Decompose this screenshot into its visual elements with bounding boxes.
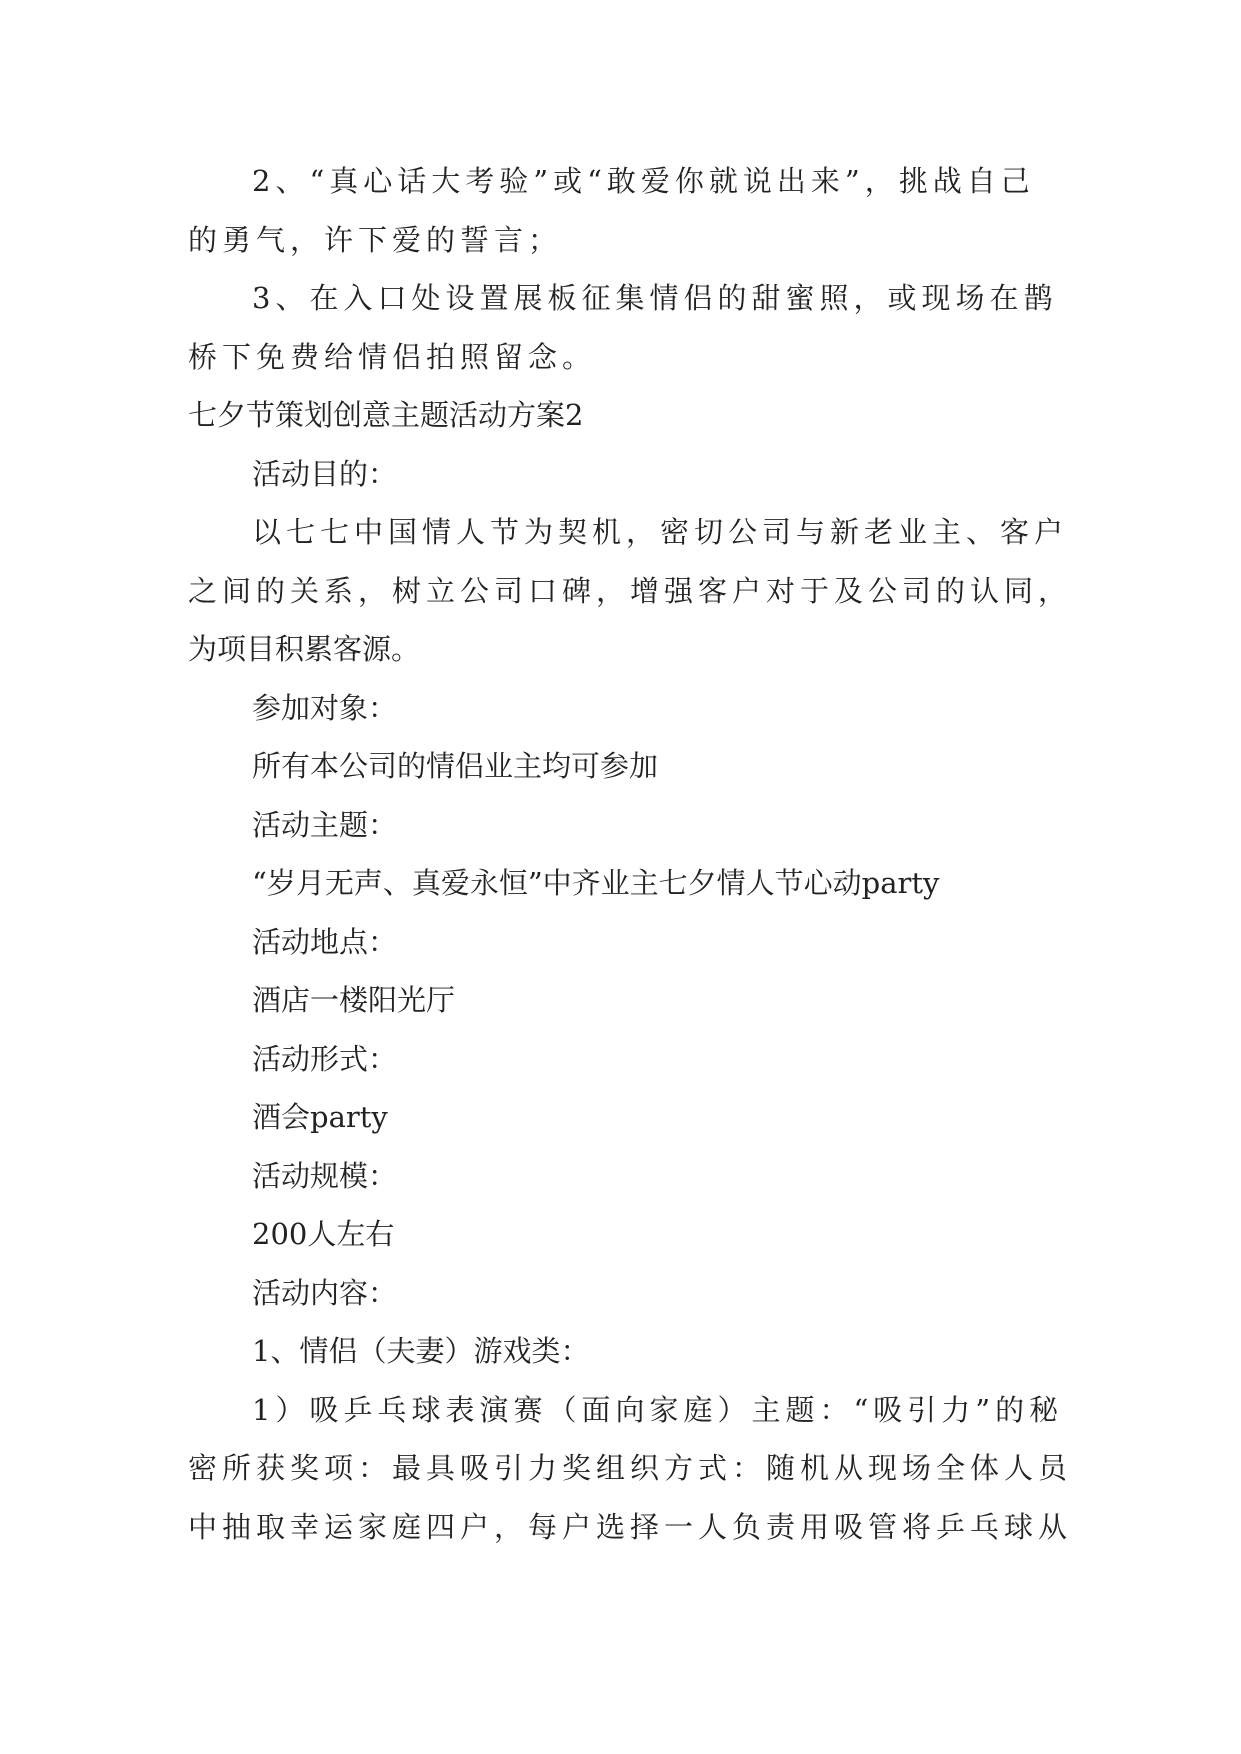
- document-body: [188, 152, 1073, 1556]
- paragraph-line-bridge-photo: 桥下免费给情侣拍照留念。: [188, 339, 597, 374]
- value-theme: “岁月无声、真爱永恒”中齐业主七夕情人节心动party: [252, 866, 940, 900]
- value-participants: 所有本公司的情侣业主均可参加: [252, 749, 659, 783]
- paragraph-line-purpose-3: 为项目积累客源。: [188, 632, 421, 666]
- label-participants: 参加对象：: [252, 690, 398, 725]
- value-scale: 200人左右: [252, 1217, 395, 1251]
- label-theme: 活动主题：: [252, 807, 398, 842]
- label-content: 活动内容：: [252, 1275, 398, 1310]
- item-couple-games: 1、情侣（夫妻）游戏类：: [252, 1334, 590, 1368]
- label-scale: 活动规模：: [252, 1158, 398, 1193]
- paragraph-line-purpose-2: 之间的关系，树立公司口碑，增强客户对于及公司的认同，: [188, 573, 1073, 608]
- section-heading: 七夕节策划创意主题活动方案2: [188, 398, 584, 432]
- label-location: 活动地点：: [252, 924, 398, 959]
- label-activity-purpose: 活动目的：: [252, 456, 398, 491]
- paragraph-line-photo-board: 3、在入口处设置展板征集情侣的甜蜜照，或现场在鹊: [252, 281, 1058, 315]
- paragraph-line-pingpong-3: 中抽取幸运家庭四户，每户选择一人负责用吸管将乒乓球从: [188, 1509, 1073, 1544]
- value-location: 酒店一楼阳光厅: [252, 983, 456, 1017]
- paragraph-line-vow: 的勇气，许下爱的誓言；: [188, 222, 563, 257]
- paragraph-line-pingpong-2: 密所获奖项：最具吸引力奖组织方式：随机从现场全体人员: [188, 1451, 1073, 1485]
- value-format: 酒会party: [252, 1100, 388, 1134]
- paragraph-line-purpose-1: 以七七中国情人节为契机，密切公司与新老业主、客户: [252, 515, 1069, 549]
- label-format: 活动形式：: [252, 1041, 398, 1076]
- paragraph-line-challenge: 2、“真心话大考验”或“敢爱你就说出来”，挑战自己: [252, 164, 1035, 198]
- paragraph-line-pingpong-1: 1）吸乒乓球表演赛（面向家庭）主题：“吸引力”的秘: [252, 1392, 1064, 1427]
